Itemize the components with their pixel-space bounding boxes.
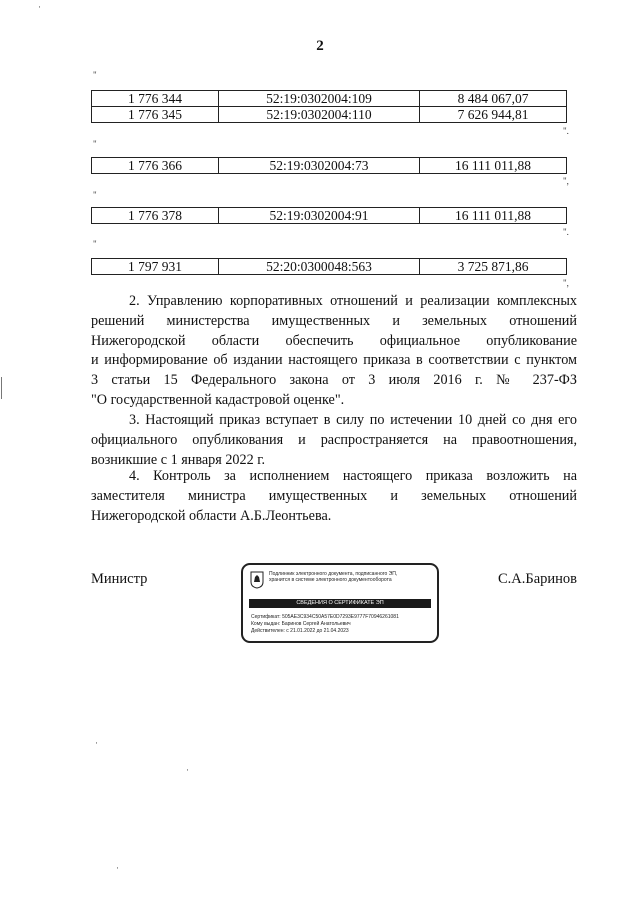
text-line: и информирование об издании настоящего приказа в соответствии с пунктом [91,352,577,369]
text-line: решений министерства имущественных и земельных отношений [91,312,577,329]
stamp-validity: Действителен: с 21.01.2022 до 21.04.2023 [251,628,349,634]
cell-cadastral: 52:19:0302004:110 [219,107,420,123]
paragraph-3 [91,411,577,470]
quote-close: ", [563,176,569,186]
text-line: 4. Контроль за исполнением настоящего приказа возложить на [129,468,577,484]
cell-cadastral: 52:19:0302004:109 [219,91,420,107]
text-line: возникшие с 1 января 2022 г. [91,451,266,468]
cell-value: 7 626 944,81 [420,107,567,123]
table-row [92,107,567,123]
text-line: заместителя министра имущественных и земельных отношений [91,487,577,504]
stamp-certificate: Сертификат: 505AE3C934C50A57E0D7293E9777F70946261081 [251,614,399,620]
paragraph-4 [91,467,577,526]
quote-close: ", [563,278,569,288]
quote-open: " [93,139,97,149]
e-signature-stamp [241,563,439,643]
scan-artifact-mark: · [38,2,41,12]
scan-artifact-line [1,377,2,399]
signatory-position: Министр [91,571,148,587]
table-row [92,91,567,107]
text-line: 3 статьи 15 Федерального закона от 3 июля 2016 г. № 237-ФЗ [91,372,577,389]
stamp-issued-to: Кому выдан: Баринов Сергей Анатольевич [251,621,351,627]
coat-of-arms-icon [250,571,264,589]
text-line: официального опубликования и распространяется на правоотношения, [91,431,577,448]
stamp-note [269,571,435,583]
cell-cadastral: 52:19:0302004:73 [219,158,420,174]
table-fragment-4 [91,258,567,275]
stamp-note-line: хранится в системе электронного документооборота [269,577,392,583]
quote-open: " [93,239,97,249]
cell-value: 16 111 011,88 [420,158,567,174]
table-row [92,158,567,174]
table-fragment-2 [91,157,567,174]
quote-open: " [93,70,97,80]
stamp-note-line: Подлинник электронного документа, подписанного ЭП, [269,571,398,577]
cell-number: 1 776 378 [92,208,219,224]
table-row [92,259,567,275]
scan-artifact-mark: · [95,738,98,748]
scan-artifact-mark: · [186,765,189,775]
cell-number: 1 776 344 [92,91,219,107]
table-fragment-3 [91,207,567,224]
text-line: 2. Управлению корпоративных отношений и реализации комплексных [129,293,577,309]
paragraph-2 [91,292,577,411]
table-fragment-1 [91,90,567,123]
quote-close: ". [563,227,569,237]
text-line: "О государственной кадастровой оценке". [91,391,345,408]
cell-number: 1 776 366 [92,158,219,174]
signatory-name: С.А.Баринов [498,571,578,587]
scan-artifact-mark: · [116,863,119,873]
quote-close: ". [563,126,569,136]
cell-value: 3 725 871,86 [420,259,567,275]
page-number: 2 [316,38,324,54]
cell-value: 16 111 011,88 [420,208,567,224]
cell-value: 8 484 067,07 [420,91,567,107]
cell-number: 1 797 931 [92,259,219,275]
text-line: Нижегородской области А.Б.Леонтьева. [91,507,332,524]
stamp-title: СВЕДЕНИЯ О СЕРТИФИКАТЕ ЭП [249,599,431,608]
cell-number: 1 776 345 [92,107,219,123]
text-line: 3. Настоящий приказ вступает в силу по истечении 10 дней со дня его [129,412,577,428]
table-row [92,208,567,224]
cell-cadastral: 52:20:0300048:563 [219,259,420,275]
stamp-details [251,614,399,635]
text-line: Нижегородской области обеспечить официальное опубликование [91,332,577,349]
quote-open: " [93,190,97,200]
cell-cadastral: 52:19:0302004:91 [219,208,420,224]
